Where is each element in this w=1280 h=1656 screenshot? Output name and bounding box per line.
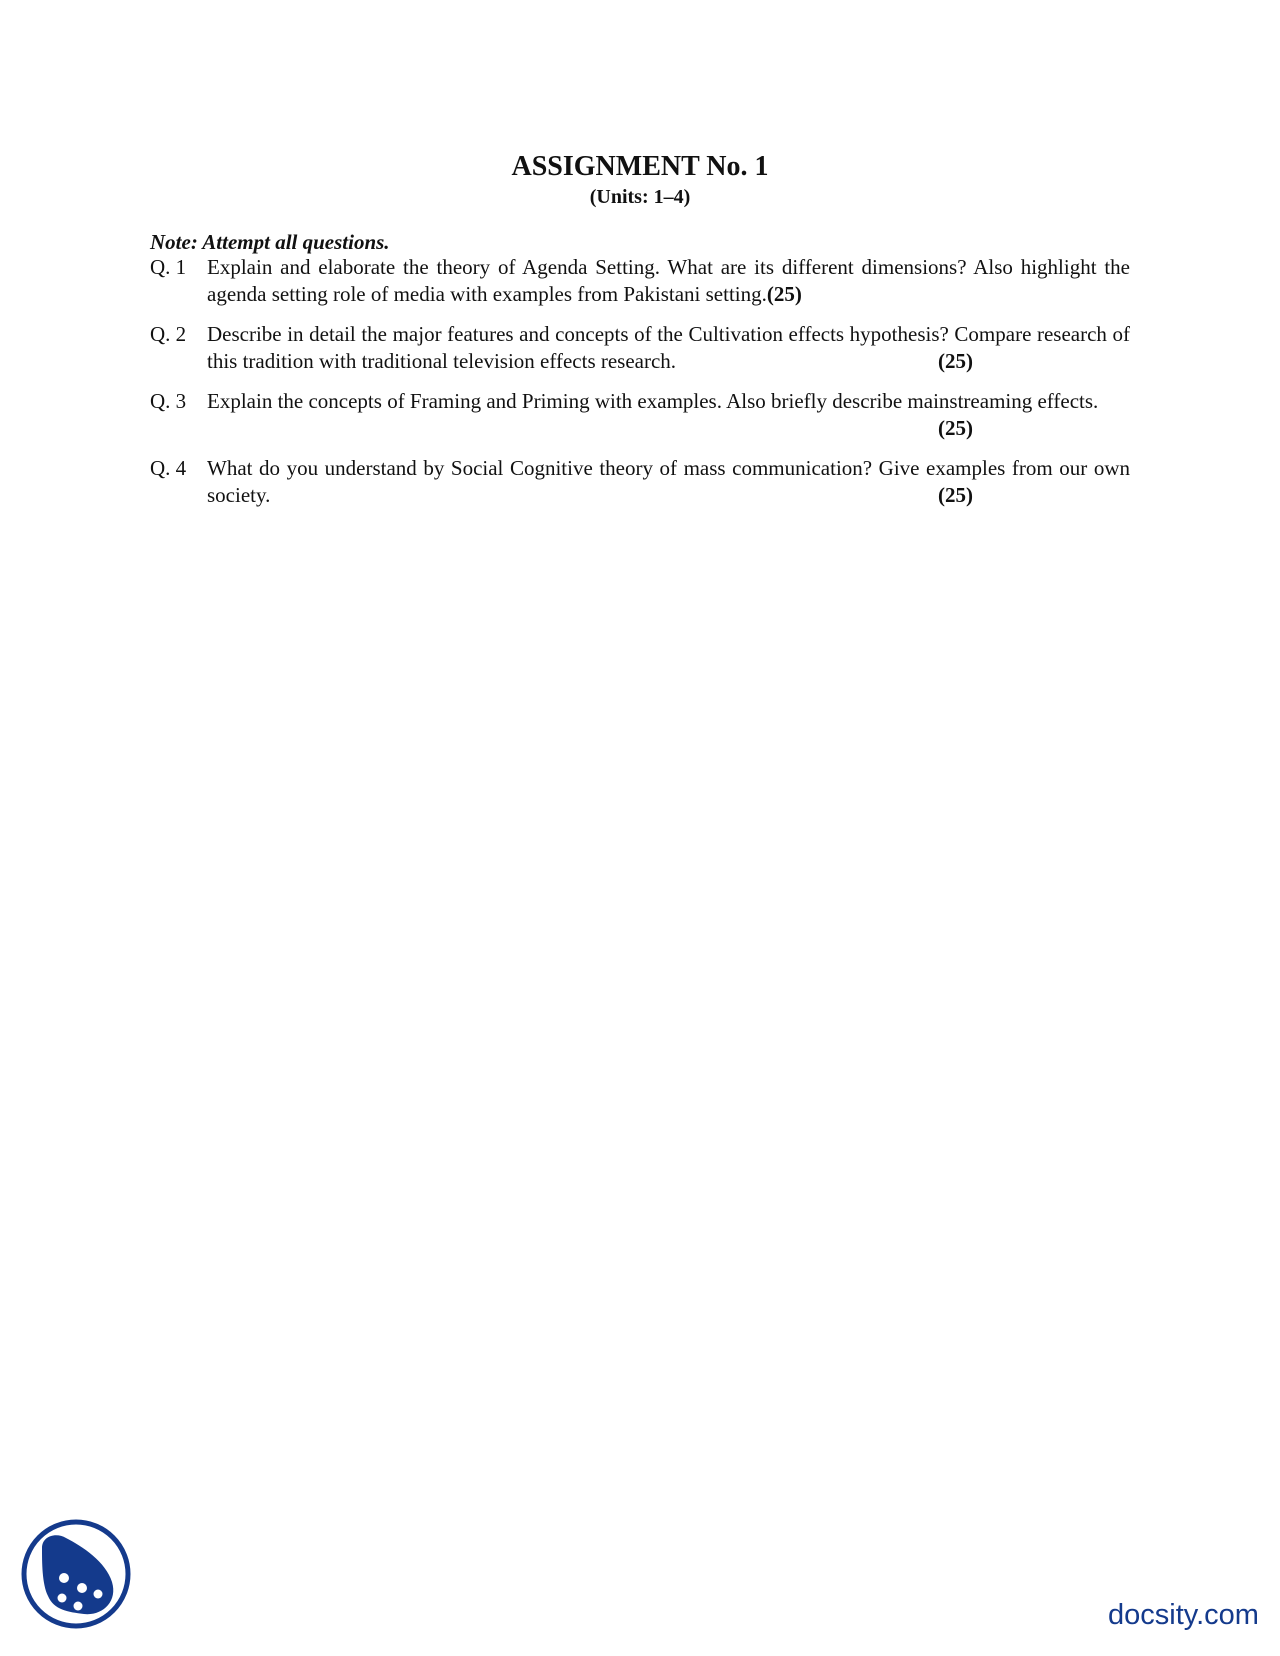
question-3 bbox=[150, 388, 1130, 444]
question-text: What do you understand by Social Cognitive theory of mass communication? Give examples from our own society. bbox=[207, 456, 1130, 507]
assignment-note: Note: Attempt all questions. bbox=[150, 230, 390, 254]
question-1 bbox=[150, 254, 1130, 310]
question-number: Q. 1 bbox=[150, 255, 187, 279]
question-marks: (25) bbox=[938, 349, 973, 373]
question-marks: (25) bbox=[938, 416, 973, 440]
assignment-title: ASSIGNMENT No. 1 bbox=[511, 151, 769, 182]
question-text: Explain the concepts of Framing and Priming with examples. Also briefly describe mainstreaming effects. bbox=[207, 389, 1099, 413]
question-text bbox=[207, 254, 1130, 308]
question-body: Explain and elaborate the theory of Agenda Setting. What are its different dimensions? Also highlight the agenda setting role of media with examples from Pakistani setting. bbox=[207, 255, 1130, 306]
question-number: Q. 3 bbox=[150, 389, 187, 413]
question-2 bbox=[150, 321, 1130, 377]
question-text: Describe in detail the major features and concepts of the Cultivation effects hypothesis? Compare research of this tradition with traditional television effects research. bbox=[207, 322, 1130, 373]
question-number: Q. 2 bbox=[150, 322, 187, 346]
question-4 bbox=[150, 455, 1130, 511]
question-marks: (25) bbox=[938, 483, 973, 507]
question-marks: (25) bbox=[766, 282, 802, 306]
docsity-logo-icon bbox=[20, 1518, 132, 1630]
question-number: Q. 4 bbox=[150, 456, 187, 480]
assignment-units: (Units: 1–4) bbox=[589, 186, 691, 208]
docsity-brand-link[interactable]: docsity.com bbox=[1108, 1599, 1259, 1631]
